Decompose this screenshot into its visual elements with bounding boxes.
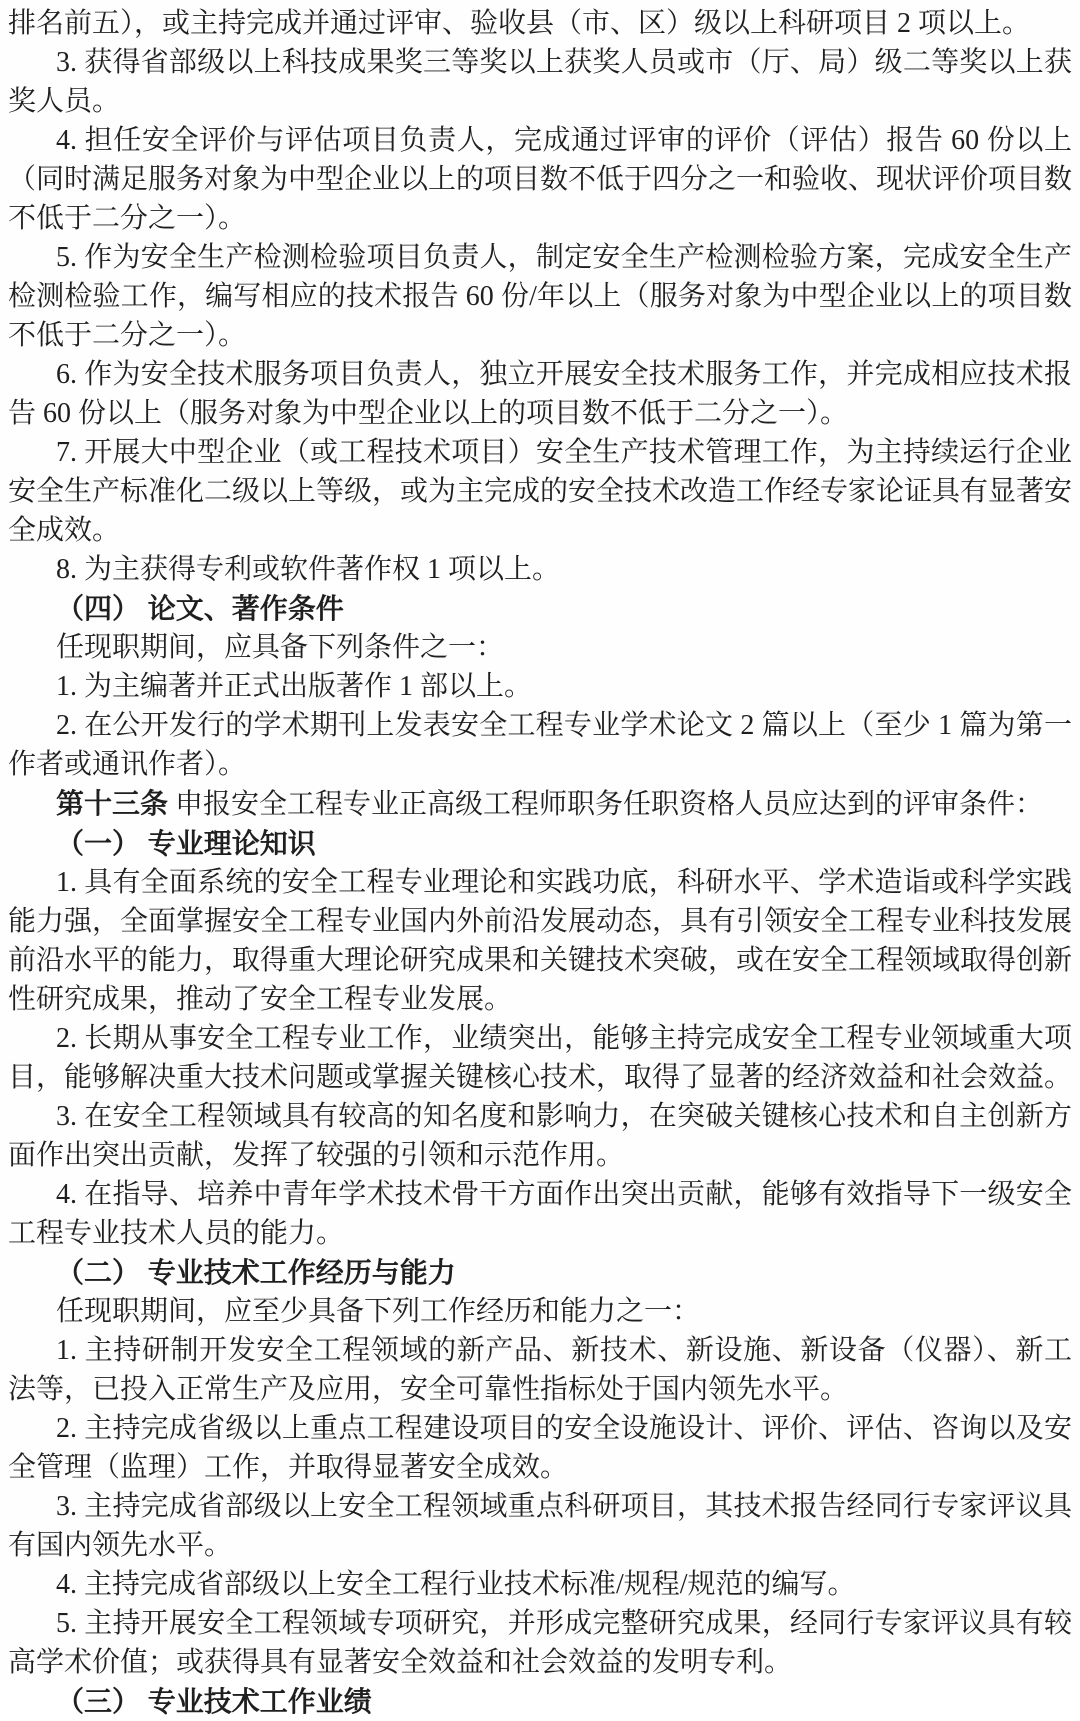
paragraph-continuation: 排名前五），或主持完成并通过评审、验收县（市、区）级以上科研项目 2 项以上。 — [8, 8, 1031, 39]
section-heading-3-achievements: （三） 专业技术工作业绩 — [56, 1686, 372, 1717]
article-13-text: 申报安全工程专业正高级工程师职务任职资格人员应达到的评审条件： — [168, 789, 1044, 820]
paragraph-theory-4: 4. 在指导、培养中青年学术技术骨干方面作出突出贡献，能够有效指导下一级安全工程专业技术人员的能力。 — [8, 1179, 1072, 1249]
paragraph-experience-2: 2. 主持完成省级以上重点工程建设项目的安全设施设计、评价、评估、咨询以及安全管理（监理）工作，并取得显著安全成效。 — [8, 1413, 1072, 1483]
paragraph-experience-3: 3. 主持完成省部级以上安全工程领域重点科研项目，其技术报告经同行专家评议具有国内领先水平。 — [8, 1491, 1072, 1561]
paragraph-intro-conditions: 任现职期间，应具备下列条件之一： — [56, 632, 505, 663]
paragraph-theory-1: 1. 具有全面系统的安全工程专业理论和实践功底，科研水平、学术造诣或科学实践能力强，全面掌握安全工程专业国内外前沿发展动态，具有引领安全工程专业科技发展前沿水平的能力，取得重大理论研究成果和关键技术突破，或在安全工程领域取得创新性研究成果，推动了安全工程专业发展。 — [8, 867, 1073, 1015]
paragraph-theory-2: 2. 长期从事安全工程专业工作，业绩突出，能够主持完成安全工程专业领域重大项目，能够解决重大技术问题或掌握关键核心技术，取得了显著的经济效益和社会效益。 — [8, 1023, 1073, 1093]
paragraph-intro-experience: 任现职期间，应至少具备下列工作经历和能力之一： — [56, 1296, 701, 1327]
article-13-label: 第十三条 — [56, 788, 169, 819]
paragraph-item-5: 5. 作为安全生产检测检验项目负责人，制定安全生产检测检验方案，完成安全生产检测检验工作，编写相应的技术报告 60 份/年以上（服务对象为中型企业以上的项目数不低于二分之一）。 — [8, 242, 1072, 351]
paragraph-item-2: 2. 在公开发行的学术期刊上发表安全工程专业学术论文 2 篇以上（至少 1 篇为第一作者或通讯作者）。 — [8, 710, 1072, 780]
paragraph-experience-1: 1. 主持研制开发安全工程领域的新产品、新技术、新设施、新设备（仪器）、新工法等，已投入正常生产及应用，安全可靠性指标处于国内领先水平。 — [8, 1335, 1072, 1405]
paragraph-experience-4: 4. 主持完成省部级以上安全工程行业技术标准/规程/规范的编写。 — [56, 1569, 856, 1600]
paragraph-item-6: 6. 作为安全技术服务项目负责人，独立开展安全技术服务工作，并完成相应技术报告 60 份以上（服务对象为中型企业以上的项目数不低于二分之一）。 — [8, 359, 1072, 429]
paragraph-experience-5: 5. 主持开展安全工程领域专项研究，并形成完整研究成果，经同行专家评议具有较高学术价值；或获得具有显著安全效益和社会效益的发明专利。 — [8, 1608, 1072, 1678]
paragraph-item-4: 4. 担任安全评价与评估项目负责人，完成通过评审的评价（评估）报告 60 份以上（同时满足服务对象为中型企业以上的项目数不低于四分之一和验收、现状评价项目数不低于二分之一）。 — [8, 125, 1073, 234]
paragraph-item-8: 8. 为主获得专利或软件著作权 1 项以上。 — [56, 554, 561, 585]
paragraph-theory-3: 3. 在安全工程领域具有较高的知名度和影响力，在突破关键核心技术和自主创新方面作出突出贡献，发挥了较强的引领和示范作用。 — [8, 1101, 1072, 1171]
section-heading-2-experience: （二） 专业技术工作经历与能力 — [56, 1257, 456, 1288]
paragraph-article-13 — [8, 784, 1072, 824]
section-heading-4-papers: （四） 论文、著作条件 — [56, 593, 344, 624]
paragraph-item-7: 7. 开展大中型企业（或工程技术项目）安全生产技术管理工作，为主持续运行企业安全生产标准化二级以上等级，或为主完成的安全技术改造工作经专家论证具有显著安全成效。 — [8, 437, 1073, 546]
paragraph-item-3: 3. 获得省部级以上科技成果奖三等奖以上获奖人员或市（厅、局）级二等奖以上获奖人员。 — [8, 47, 1072, 117]
paragraph-item-1: 1. 为主编著并正式出版著作 1 部以上。 — [56, 671, 533, 702]
section-heading-1-theory: （一） 专业理论知识 — [56, 828, 316, 859]
